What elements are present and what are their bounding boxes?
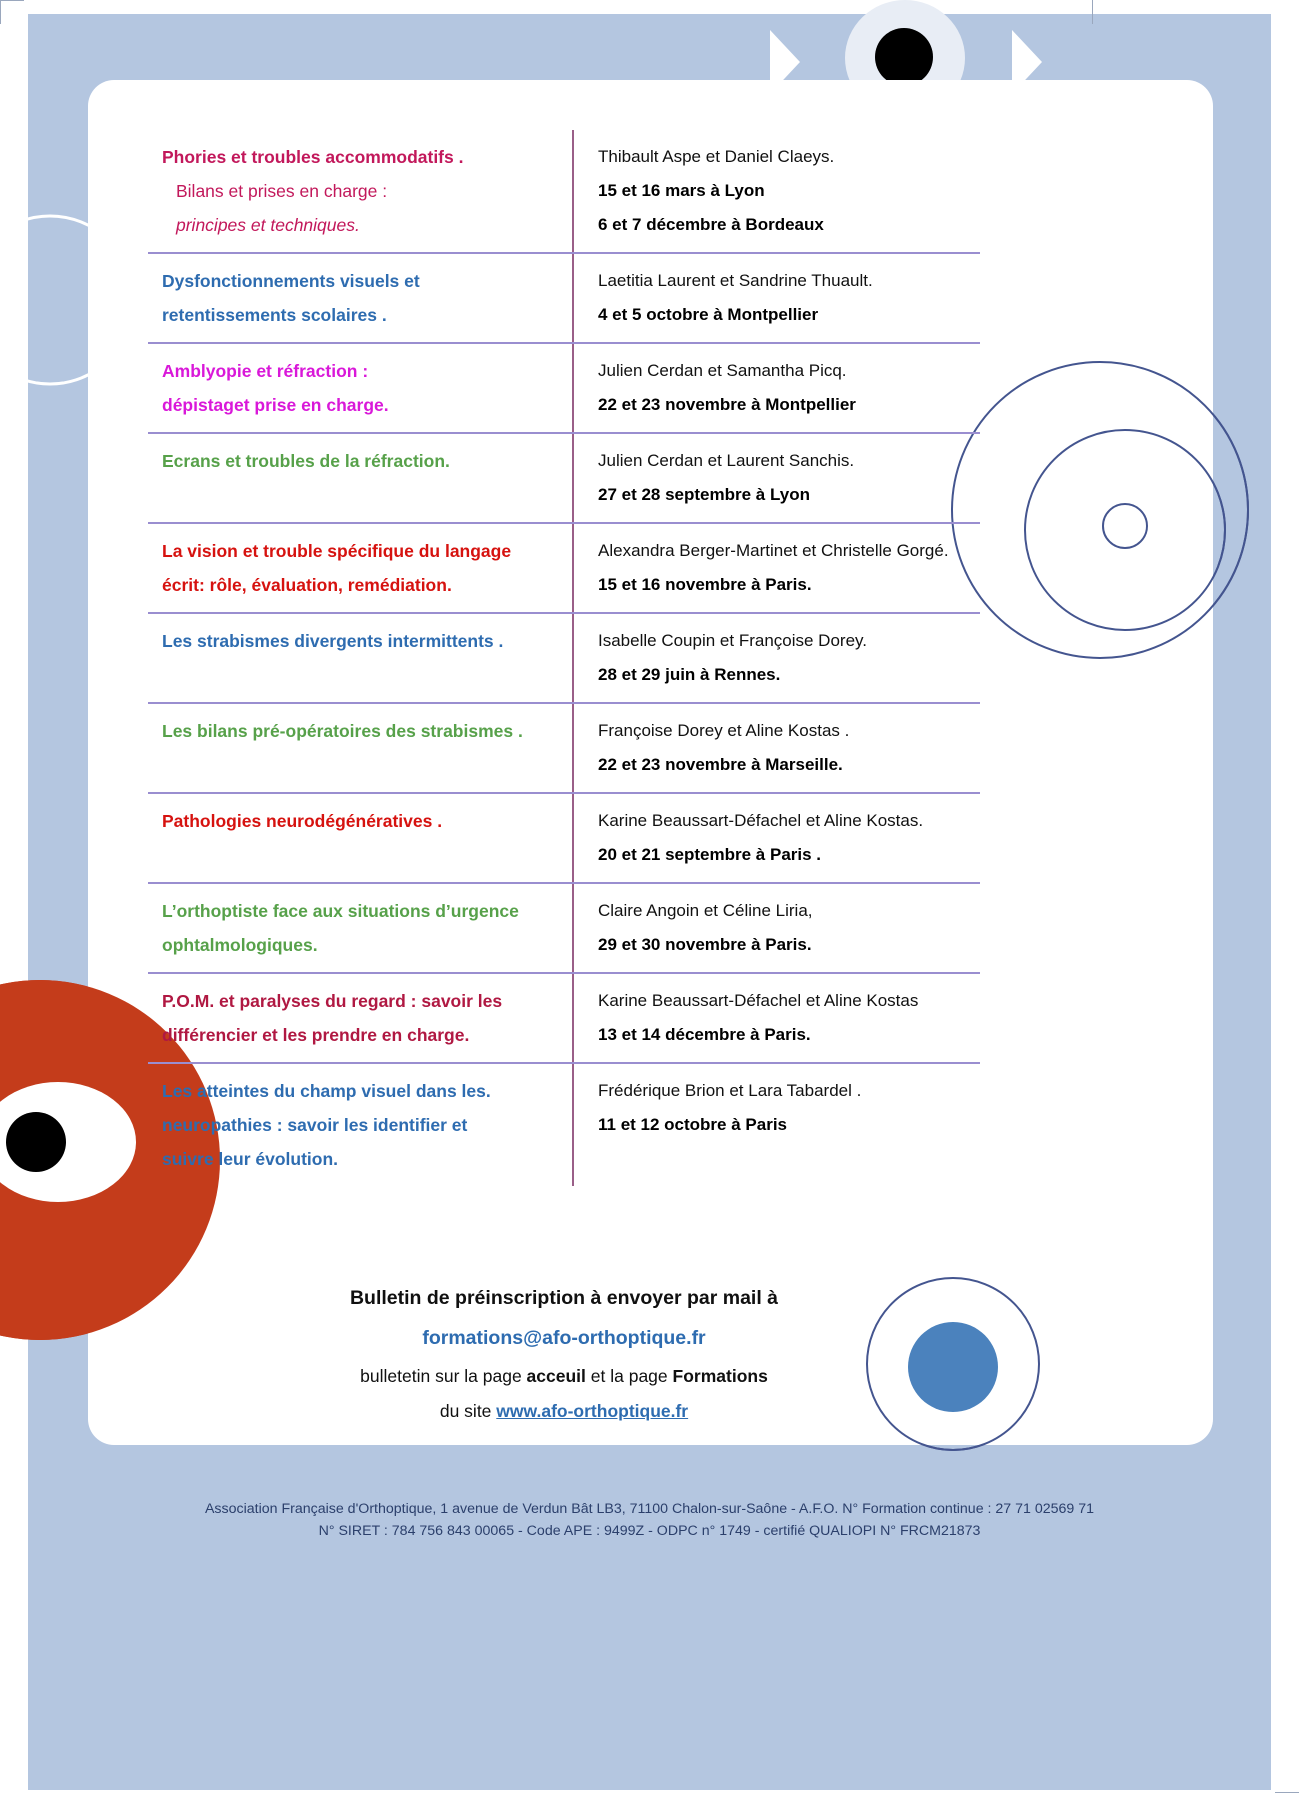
crop-mark-br-h bbox=[1275, 1792, 1299, 1793]
bulletin-page-formations: Formations bbox=[672, 1366, 768, 1386]
formation-title-line: Les strabismes divergents intermittents . bbox=[162, 631, 504, 651]
speakers-text: Isabelle Coupin et Françoise Dorey. bbox=[598, 631, 867, 650]
contact-email[interactable]: formations@afo-orthoptique.fr bbox=[422, 1327, 706, 1349]
session-date: 13 et 14 décembre à Paris. bbox=[598, 1025, 811, 1044]
formation-details-cell bbox=[572, 254, 980, 342]
website-link[interactable]: www.afo-orthoptique.fr bbox=[496, 1401, 689, 1421]
speakers-text: Thibault Aspe et Daniel Claeys. bbox=[598, 147, 835, 166]
formation-details-cell bbox=[572, 884, 980, 972]
speakers-text: Karine Beaussart-Défachel et Aline Kostas. bbox=[598, 811, 924, 830]
formation-title-cell bbox=[148, 254, 572, 342]
formation-title-line: neuropathies : savoir les identifier et bbox=[162, 1115, 468, 1135]
table-row bbox=[148, 342, 980, 432]
speakers-text: Karine Beaussart-Défachel et Aline Kostas bbox=[598, 991, 919, 1010]
speakers-text: Alexandra Berger-Martinet et Christelle Gorgé. bbox=[598, 541, 949, 560]
bulletin-text-a: bulletetin sur la page bbox=[360, 1366, 527, 1386]
formation-title-line: Ecrans et troubles de la réfraction. bbox=[162, 451, 450, 471]
table-row bbox=[148, 252, 980, 342]
speakers-text: Julien Cerdan et Laurent Sanchis. bbox=[598, 451, 855, 470]
table-row bbox=[148, 702, 980, 792]
formation-title-line: La vision et trouble spécifique du langage bbox=[162, 541, 512, 561]
session-date: 11 et 12 octobre à Paris bbox=[598, 1115, 787, 1134]
bulletin-instruction bbox=[148, 1358, 980, 1394]
formation-title-line: écrit: rôle, évaluation, remédiation. bbox=[162, 575, 452, 595]
formation-title-cell bbox=[148, 1064, 572, 1186]
column-divider bbox=[572, 884, 574, 972]
formation-details-cell bbox=[572, 130, 980, 252]
formation-title-line: Les bilans pré-opératoires des strabismes . bbox=[162, 721, 523, 741]
bulletin-page-acceuil: acceuil bbox=[526, 1366, 586, 1386]
preinscription-heading: Bulletin de préinscription à envoyer par mail à bbox=[349, 1287, 779, 1309]
formation-title-line: L’orthoptiste face aux situations d’urgence bbox=[162, 901, 519, 921]
bulletin-text-c: et la page bbox=[585, 1366, 673, 1386]
crop-mark-tl-v bbox=[0, 0, 1, 24]
formation-title-cell bbox=[148, 524, 572, 612]
formation-title-line: Pathologies neurodégénératives . bbox=[162, 811, 443, 831]
formation-details-cell bbox=[572, 524, 980, 612]
session-date: 22 et 23 novembre à Marseille. bbox=[598, 755, 843, 774]
formation-title-cell bbox=[148, 614, 572, 702]
formation-title-cell bbox=[148, 884, 572, 972]
formation-title-cell bbox=[148, 704, 572, 792]
formation-title-line: dépistaget prise en charge. bbox=[162, 395, 389, 415]
session-date: 15 et 16 mars à Lyon bbox=[598, 181, 765, 200]
website-prefix: du site bbox=[439, 1401, 497, 1421]
column-divider bbox=[572, 614, 574, 702]
column-divider bbox=[572, 434, 574, 522]
table-row bbox=[148, 612, 980, 702]
column-divider bbox=[572, 704, 574, 792]
formation-title-cell bbox=[148, 130, 572, 252]
formation-title-line: différencier et les prendre en charge. bbox=[162, 1025, 470, 1045]
session-date: 4 et 5 octobre à Montpellier bbox=[598, 305, 819, 324]
legal-line-2: N° SIRET : 784 756 843 00065 - Code APE : 9499Z - ODPC n° 1749 - certifié QUALIOPI N° FRCM21873 bbox=[318, 1523, 981, 1539]
column-divider bbox=[572, 254, 574, 342]
formation-title-line: Phories et troubles accommodatifs . bbox=[162, 147, 464, 167]
website-line bbox=[148, 1394, 980, 1428]
formation-details-cell bbox=[572, 974, 980, 1062]
formation-details-cell bbox=[572, 704, 980, 792]
eye-pupil-icon bbox=[875, 28, 933, 86]
column-divider bbox=[572, 344, 574, 432]
table-row bbox=[148, 792, 980, 882]
speakers-text: Laetitia Laurent et Sandrine Thuault. bbox=[598, 271, 873, 290]
formation-details-cell bbox=[572, 614, 980, 702]
formation-title-line: Dysfonctionnements visuels et bbox=[162, 271, 420, 291]
formation-details-cell bbox=[572, 344, 980, 432]
preinscription-block bbox=[148, 1278, 980, 1428]
formation-title-line: P.O.M. et paralyses du regard : savoir les bbox=[162, 991, 503, 1011]
session-date: 6 et 7 décembre à Bordeaux bbox=[598, 215, 824, 234]
formations-table bbox=[148, 130, 980, 1186]
table-row bbox=[148, 522, 980, 612]
speakers-text: Françoise Dorey et Aline Kostas . bbox=[598, 721, 850, 740]
formation-title-line: Les atteintes du champ visuel dans les. bbox=[162, 1081, 491, 1101]
session-date: 20 et 21 septembre à Paris . bbox=[598, 845, 822, 864]
formation-title-cell bbox=[148, 434, 572, 522]
formation-title-line: Amblyopie et réfraction : bbox=[162, 361, 369, 381]
table-row bbox=[148, 1062, 980, 1186]
formation-title-cell bbox=[148, 794, 572, 882]
formation-title-line: ophtalmologiques. bbox=[162, 935, 318, 955]
formation-title-line: suivre leur évolution. bbox=[162, 1149, 339, 1169]
table-row bbox=[148, 972, 980, 1062]
speakers-text: Claire Angoin et Céline Liria, bbox=[598, 901, 813, 920]
column-divider bbox=[572, 794, 574, 882]
column-divider bbox=[572, 524, 574, 612]
formation-details-cell bbox=[572, 1064, 980, 1186]
session-date: 28 et 29 juin à Rennes. bbox=[598, 665, 781, 684]
legal-footer bbox=[0, 1498, 1299, 1542]
formation-details-cell bbox=[572, 434, 980, 522]
legal-line-1: Association Française d'Orthoptique, 1 avenue de Verdun Bât LB3, 71100 Chalon-sur-Saône - A.F.O. N° Formation continue : 27 71 02569 71 bbox=[204, 1501, 1095, 1517]
table-row bbox=[148, 882, 980, 972]
session-date: 15 et 16 novembre à Paris. bbox=[598, 575, 812, 594]
formation-title-line: Bilans et prises en charge : bbox=[176, 181, 388, 201]
speakers-text: Frédérique Brion et Lara Tabardel . bbox=[598, 1081, 862, 1100]
crop-mark-tl-h bbox=[0, 0, 24, 1]
session-date: 29 et 30 novembre à Paris. bbox=[598, 935, 812, 954]
formation-title-line: principes et techniques. bbox=[176, 215, 360, 235]
right-rings-overlay bbox=[940, 330, 1270, 760]
table-row bbox=[148, 432, 980, 522]
table-row bbox=[148, 130, 980, 252]
session-date: 27 et 28 septembre à Lyon bbox=[598, 485, 810, 504]
crop-mark-tr-v bbox=[1092, 0, 1093, 24]
formation-details-cell bbox=[572, 794, 980, 882]
formation-title-cell bbox=[148, 344, 572, 432]
formation-title-line: retentissements scolaires . bbox=[162, 305, 387, 325]
formation-title-cell bbox=[148, 974, 572, 1062]
column-divider bbox=[572, 974, 574, 1062]
column-divider bbox=[572, 130, 574, 252]
session-date: 22 et 23 novembre à Montpellier bbox=[598, 395, 856, 414]
column-divider bbox=[572, 1064, 574, 1186]
speakers-text: Julien Cerdan et Samantha Picq. bbox=[598, 361, 847, 380]
